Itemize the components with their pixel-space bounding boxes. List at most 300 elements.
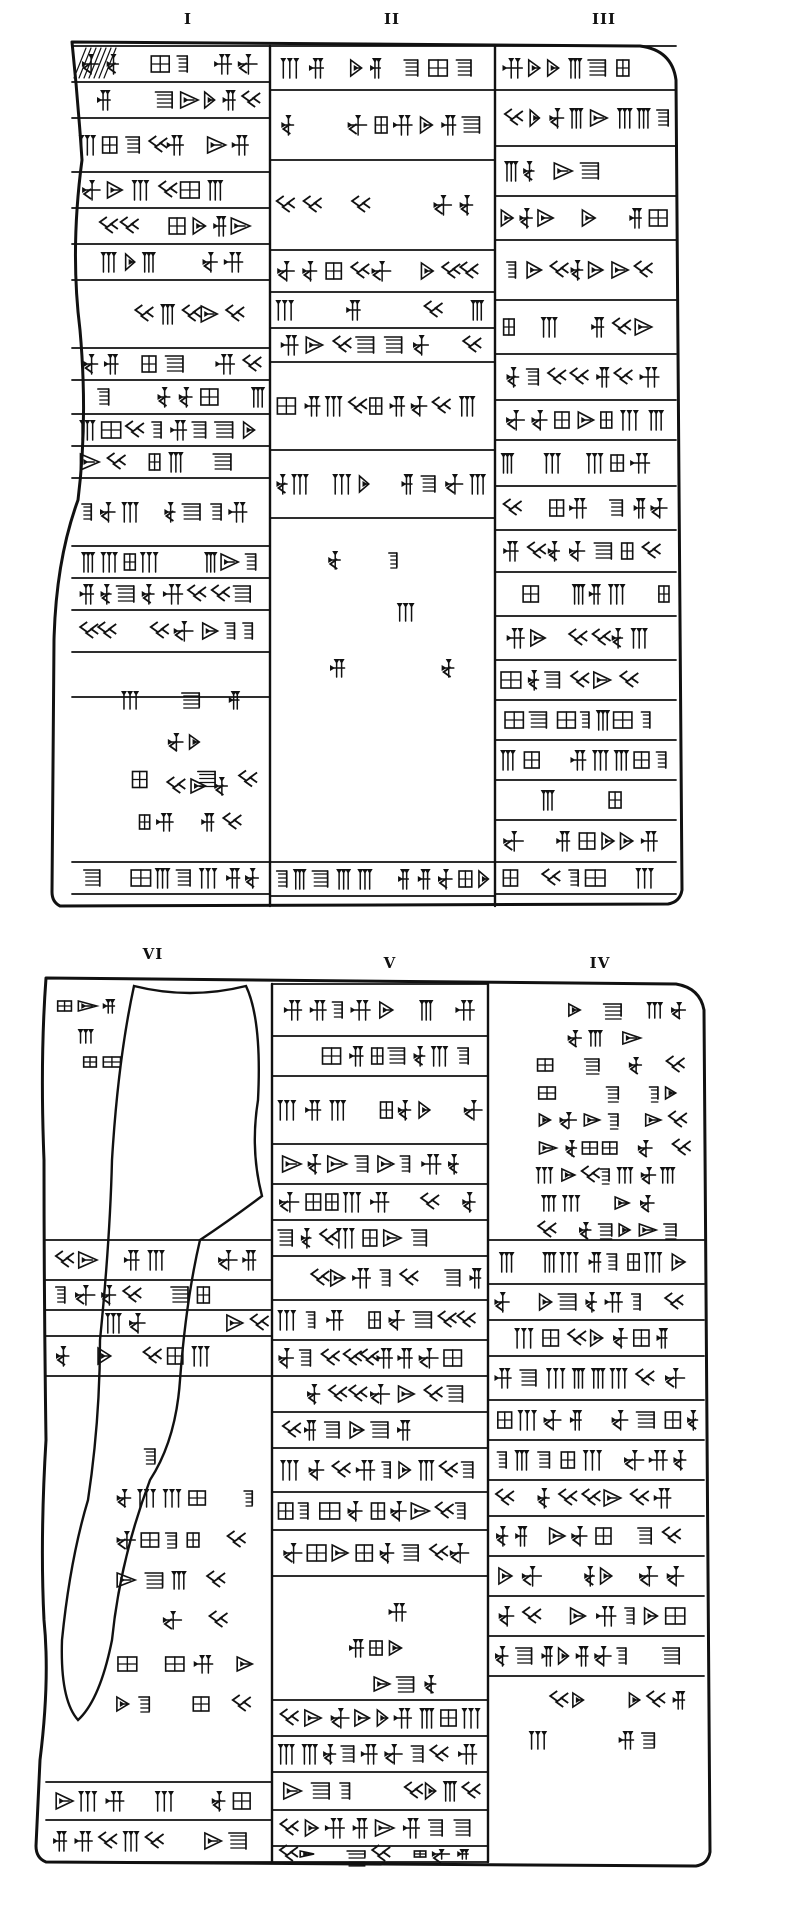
cuneiform-sign-609 xyxy=(619,1731,634,1749)
cuneiform-sign-49 xyxy=(179,387,192,407)
cuneiform-sign-463 xyxy=(613,1328,627,1348)
cuneiform-sign-210 xyxy=(614,368,632,384)
cuneiform-sign-153 xyxy=(332,474,351,494)
cuneiform-sign-594 xyxy=(562,1195,581,1211)
cuneiform-sign-332 xyxy=(421,1193,439,1209)
cuneiform-sign-247 xyxy=(630,628,647,648)
cuneiform-sign-531 xyxy=(56,1287,65,1303)
cuneiform-sign-635 xyxy=(118,1657,137,1671)
cuneiform-sign-618 xyxy=(144,1449,154,1464)
cuneiform-sign-175 xyxy=(505,109,523,125)
cuneiform-sign-502 xyxy=(638,1528,651,1544)
cuneiform-sign-337 xyxy=(336,1228,355,1248)
cuneiform-sign-361 xyxy=(376,1348,392,1368)
cuneiform-sign-631 xyxy=(171,1571,187,1589)
cuneiform-sign-329 xyxy=(326,1194,338,1210)
cuneiform-sign-224 xyxy=(504,499,522,515)
cuneiform-sign-626 xyxy=(166,1533,177,1548)
cuneiform-sign-227 xyxy=(610,500,623,516)
cuneiform-sign-608 xyxy=(529,1731,548,1749)
cuneiform-sign-198 xyxy=(612,262,628,278)
cuneiform-sign-19 xyxy=(82,180,100,200)
cuneiform-sign-648 xyxy=(103,1057,120,1067)
cuneiform-sign-421 xyxy=(458,1744,477,1764)
cuneiform-sign-108 xyxy=(404,60,418,76)
cuneiform-sign-48 xyxy=(158,387,170,407)
cuneiform-sign-450 xyxy=(644,1252,663,1272)
cuneiform-sign-172 xyxy=(568,58,583,78)
cuneiform-sign-584 xyxy=(638,1140,652,1157)
cuneiform-sign-282 xyxy=(389,553,397,568)
cuneiform-sign-85 xyxy=(212,585,230,601)
cuneiform-sign-50 xyxy=(201,389,218,405)
cuneiform-sign-71 xyxy=(228,502,246,522)
cuneiform-sign-605 xyxy=(629,1693,639,1707)
cuneiform-sign-42 xyxy=(104,354,118,374)
cuneiform-sign-522 xyxy=(594,1646,611,1666)
cuneiform-sign-269 xyxy=(609,792,621,808)
cuneiform-sign-615 xyxy=(374,1677,390,1691)
cuneiform-sign-267 xyxy=(656,752,665,768)
cuneiform-sign-445 xyxy=(542,1252,557,1272)
cuneiform-sign-483 xyxy=(514,1450,529,1470)
cuneiform-sign-623 xyxy=(244,1491,252,1506)
reverse-column-label-6: VI xyxy=(142,945,164,963)
cuneiform-sign-581 xyxy=(566,1140,577,1157)
cuneiform-sign-169 xyxy=(503,58,523,78)
cuneiform-sign-405 xyxy=(305,1710,321,1726)
cuneiform-sign-348 xyxy=(277,1310,296,1330)
cuneiform-sign-305 xyxy=(323,1048,341,1064)
cuneiform-sign-339 xyxy=(384,1230,401,1246)
cuneiform-sign-595 xyxy=(615,1197,629,1209)
cuneiform-sign-511 xyxy=(523,1607,541,1623)
cuneiform-sign-135 xyxy=(281,335,298,355)
cuneiform-sign-67 xyxy=(121,502,139,522)
cuneiform-sign-88 xyxy=(98,622,116,638)
cuneiform-sign-116 xyxy=(441,115,455,135)
cuneiform-sign-349 xyxy=(306,1312,314,1328)
cuneiform-sign-240 xyxy=(608,584,626,604)
cuneiform-sign-575 xyxy=(560,1112,577,1129)
cuneiform-sign-469 xyxy=(572,1368,586,1388)
cuneiform-sign-184 xyxy=(523,161,534,181)
cuneiform-sign-216 xyxy=(601,412,612,428)
cuneiform-sign-44 xyxy=(165,356,183,372)
cuneiform-sign-644 xyxy=(78,1001,96,1011)
cuneiform-sign-380 xyxy=(332,1461,350,1477)
cuneiform-sign-238 xyxy=(572,584,586,604)
cuneiform-sign-397 xyxy=(307,1545,326,1561)
cuneiform-sign-4 xyxy=(214,54,231,74)
cuneiform-sign-387 xyxy=(278,1503,292,1519)
cuneiform-sign-508 xyxy=(639,1566,657,1586)
cuneiform-sign-388 xyxy=(298,1503,308,1519)
cuneiform-sign-374 xyxy=(325,1422,339,1438)
cuneiform-sign-165 xyxy=(418,869,431,889)
cuneiform-sign-471 xyxy=(609,1368,627,1388)
cuneiform-sign-260 xyxy=(641,712,649,728)
cuneiform-sign-239 xyxy=(589,584,601,604)
cuneiform-sign-287 xyxy=(182,693,199,708)
cuneiform-sign-185 xyxy=(554,163,572,179)
cuneiform-sign-14 xyxy=(126,137,139,153)
cuneiform-sign-560 xyxy=(604,1004,622,1019)
cuneiform-sign-296 xyxy=(201,813,214,831)
cuneiform-sign-488 xyxy=(649,1450,667,1470)
cuneiform-sign-213 xyxy=(531,410,546,430)
cuneiform-sign-280 xyxy=(635,868,654,888)
cuneiform-sign-482 xyxy=(497,1452,506,1468)
cuneiform-sign-630 xyxy=(145,1573,163,1588)
cuneiform-sign-318 xyxy=(464,1100,482,1120)
obverse-column-label-1: I xyxy=(183,10,193,28)
cuneiform-sign-480 xyxy=(665,1412,680,1428)
cuneiform-sign-163 xyxy=(357,869,372,889)
cuneiform-sign-453 xyxy=(540,1294,552,1310)
cuneiform-sign-491 xyxy=(538,1488,550,1508)
cuneiform-sign-434 xyxy=(403,1818,419,1838)
cuneiform-sign-331 xyxy=(370,1192,389,1212)
cuneiform-sign-375 xyxy=(350,1422,364,1438)
cuneiform-sign-435 xyxy=(429,1820,442,1836)
cuneiform-sign-25 xyxy=(100,217,118,233)
cuneiform-sign-253 xyxy=(620,671,638,687)
cuneiform-sign-401 xyxy=(402,1545,418,1561)
cuneiform-sign-200 xyxy=(504,319,515,335)
cuneiform-sign-580 xyxy=(539,1142,556,1154)
cuneiform-sign-149 xyxy=(433,397,451,413)
cuneiform-sign-426 xyxy=(426,1783,436,1799)
cuneiform-sign-412 xyxy=(461,1708,480,1728)
cuneiform-sign-368 xyxy=(370,1384,389,1404)
cuneiform-sign-323 xyxy=(378,1156,394,1172)
cuneiform-sign-476 xyxy=(544,1410,561,1430)
cuneiform-sign-83 xyxy=(163,584,183,604)
cuneiform-sign-91 xyxy=(203,623,218,639)
cuneiform-sign-541 xyxy=(56,1346,69,1366)
cuneiform-sign-467 xyxy=(520,1370,536,1386)
cuneiform-sign-178 xyxy=(569,108,584,128)
cuneiform-sign-647 xyxy=(84,1057,97,1067)
cuneiform-sign-34 xyxy=(203,252,218,272)
cuneiform-sign-548 xyxy=(106,1791,124,1811)
cuneiform-sign-148 xyxy=(411,396,427,416)
cuneiform-sign-551 xyxy=(233,1793,250,1809)
cuneiform-sign-16 xyxy=(167,135,184,155)
cuneiform-sign-115 xyxy=(421,117,433,133)
cuneiform-sign-526 xyxy=(79,1252,97,1268)
cuneiform-sign-243 xyxy=(531,630,545,646)
cuneiform-sign-556 xyxy=(146,1832,164,1848)
cuneiform-sign-579 xyxy=(669,1111,687,1127)
cuneiform-sign-641 xyxy=(193,1697,209,1711)
cuneiform-sign-277 xyxy=(542,869,560,885)
cuneiform-sign-86 xyxy=(233,586,250,602)
cuneiform-sign-394 xyxy=(436,1502,454,1518)
cuneiform-sign-311 xyxy=(458,1048,468,1064)
cuneiform-sign-250 xyxy=(545,672,560,688)
cuneiform-sign-255 xyxy=(529,712,546,728)
cuneiform-sign-90 xyxy=(174,621,193,641)
cuneiform-sign-490 xyxy=(496,1489,514,1505)
cuneiform-sign-504 xyxy=(499,1568,512,1584)
cuneiform-sign-121 xyxy=(434,195,452,215)
cuneiform-sign-420 xyxy=(430,1745,448,1761)
cuneiform-sign-613 xyxy=(370,1641,382,1655)
cuneiform-sign-258 xyxy=(596,710,611,730)
cuneiform-sign-286 xyxy=(121,691,139,709)
cuneiform-sign-37 xyxy=(160,304,175,324)
cuneiform-sign-241 xyxy=(659,586,669,602)
cuneiform-sign-496 xyxy=(654,1488,671,1508)
cuneiform-sign-63 xyxy=(168,452,184,472)
cuneiform-sign-384 xyxy=(418,1460,435,1480)
cuneiform-sign-225 xyxy=(550,500,564,516)
cuneiform-sign-139 xyxy=(385,337,402,353)
cuneiform-sign-545 xyxy=(191,1346,210,1366)
cuneiform-sign-52 xyxy=(79,420,96,440)
cuneiform-sign-589 xyxy=(600,1169,609,1184)
cuneiform-sign-523 xyxy=(617,1648,626,1664)
cuneiform-sign-264 xyxy=(592,750,609,770)
cuneiform-sign-167 xyxy=(459,871,472,887)
cuneiform-sign-592 xyxy=(660,1167,676,1183)
cuneiform-sign-134 xyxy=(470,300,484,320)
cuneiform-sign-272 xyxy=(579,833,594,849)
cuneiform-sign-514 xyxy=(625,1608,634,1624)
cuneiform-sign-377 xyxy=(397,1420,410,1440)
cuneiform-sign-446 xyxy=(559,1252,579,1272)
cuneiform-sign-261 xyxy=(500,750,516,770)
cuneiform-sign-309 xyxy=(414,1046,425,1066)
cuneiform-sign-89 xyxy=(151,622,169,638)
cuneiform-sign-455 xyxy=(585,1292,596,1312)
cuneiform-sign-94 xyxy=(133,772,147,788)
cuneiform-sign-425 xyxy=(405,1782,423,1798)
cuneiform-sign-223 xyxy=(630,453,649,473)
cuneiform-sign-636 xyxy=(166,1657,184,1671)
cuneiform-sign-475 xyxy=(517,1410,537,1430)
cuneiform-sign-466 xyxy=(494,1368,511,1388)
cuneiform-sign-222 xyxy=(611,455,623,471)
cuneiform-sign-321 xyxy=(328,1156,347,1172)
cuneiform-sign-448 xyxy=(607,1254,617,1270)
cuneiform-sign-360 xyxy=(361,1349,379,1365)
cuneiform-sign-124 xyxy=(302,261,316,281)
cuneiform-sign-396 xyxy=(283,1543,302,1563)
cuneiform-sign-262 xyxy=(524,752,539,768)
cuneiform-sign-244 xyxy=(569,629,587,645)
cuneiform-sign-143 xyxy=(305,396,320,416)
cuneiform-sign-12 xyxy=(79,135,97,155)
cuneiform-sign-105 xyxy=(309,58,323,78)
cuneiform-sign-266 xyxy=(634,752,649,768)
cuneiform-sign-193 xyxy=(507,262,516,278)
cuneiform-sign-300 xyxy=(332,1002,342,1018)
cuneiform-sign-304 xyxy=(455,1000,474,1020)
cuneiform-sign-268 xyxy=(541,790,555,810)
cuneiform-sign-54 xyxy=(126,421,144,437)
cuneiform-sign-118 xyxy=(277,196,295,212)
cuneiform-sign-479 xyxy=(636,1412,654,1428)
cuneiform-sign-637 xyxy=(194,1655,213,1673)
cuneiform-sign-317 xyxy=(419,1102,430,1118)
cuneiform-sign-422 xyxy=(284,1783,302,1799)
cuneiform-sign-354 xyxy=(438,1311,456,1327)
cuneiform-sign-179 xyxy=(591,110,608,126)
cuneiform-sign-158 xyxy=(469,474,486,494)
cuneiform-sign-87 xyxy=(80,622,98,638)
cuneiform-sign-558 xyxy=(229,1833,246,1849)
cuneiform-sign-493 xyxy=(582,1489,600,1505)
cuneiform-sign-259 xyxy=(614,712,632,728)
cuneiform-sign-404 xyxy=(280,1709,298,1725)
cuneiform-sign-76 xyxy=(204,552,218,572)
cuneiform-sign-276 xyxy=(503,870,517,886)
cuneiform-sign-520 xyxy=(559,1648,569,1664)
cuneiform-sign-534 xyxy=(123,1286,141,1302)
cuneiform-sign-194 xyxy=(527,262,541,278)
cuneiform-sign-93 xyxy=(243,623,252,639)
cuneiform-sign-187 xyxy=(501,210,513,226)
cuneiform-sign-157 xyxy=(445,474,462,494)
cuneiform-sign-230 xyxy=(503,541,518,561)
cuneiform-sign-190 xyxy=(582,210,595,226)
cuneiform-sign-78 xyxy=(245,554,255,570)
cuneiform-sign-419 xyxy=(411,1746,423,1762)
cuneiform-sign-628 xyxy=(228,1531,246,1547)
cuneiform-sign-537 xyxy=(105,1313,122,1333)
cuneiform-sign-75 xyxy=(140,552,159,572)
cuneiform-sign-120 xyxy=(352,196,370,212)
cuneiform-sign-81 xyxy=(116,586,133,602)
cuneiform-sign-127 xyxy=(372,261,391,281)
cuneiform-sign-212 xyxy=(506,410,524,430)
cuneiform-sign-432 xyxy=(353,1818,368,1838)
cuneiform-sign-7 xyxy=(155,92,172,108)
cuneiform-sign-370 xyxy=(424,1385,442,1401)
cuneiform-sign-557 xyxy=(205,1833,222,1849)
cuneiform-sign-142 xyxy=(277,398,295,414)
cuneiform-sign-414 xyxy=(301,1744,318,1764)
cuneiform-sign-334 xyxy=(278,1230,292,1246)
cuneiform-sign-24 xyxy=(207,180,223,200)
obverse-column-label-3: III xyxy=(591,10,617,28)
cuneiform-sign-263 xyxy=(570,750,585,770)
cuneiform-sign-406 xyxy=(331,1708,349,1728)
cuneiform-sign-237 xyxy=(523,586,538,602)
cuneiform-sign-173 xyxy=(588,60,605,76)
cuneiform-sign-107 xyxy=(370,58,382,78)
cuneiform-sign-603 xyxy=(550,1691,568,1707)
cuneiform-sign-596 xyxy=(640,1195,654,1212)
cuneiform-sign-640 xyxy=(139,1697,149,1712)
cuneiform-sign-356 xyxy=(278,1348,293,1368)
cuneiform-sign-17 xyxy=(208,137,226,153)
cuneiform-sign-547 xyxy=(78,1791,97,1811)
cuneiform-sign-510 xyxy=(499,1606,514,1626)
cuneiform-sign-639 xyxy=(117,1697,129,1711)
cuneiform-sign-181 xyxy=(636,108,651,128)
cuneiform-sign-598 xyxy=(579,1222,591,1239)
cuneiform-sign-564 xyxy=(588,1030,603,1046)
cuneiform-sign-203 xyxy=(613,318,631,334)
cuneiform-sign-97 xyxy=(84,870,100,886)
cuneiform-sign-275 xyxy=(641,831,657,851)
cuneiform-sign-6 xyxy=(97,90,111,110)
cuneiform-sign-563 xyxy=(568,1030,582,1047)
cuneiform-sign-242 xyxy=(507,628,525,648)
cuneiform-sign-501 xyxy=(596,1528,611,1544)
cuneiform-sign-58 xyxy=(215,422,233,438)
cuneiform-sign-27 xyxy=(169,218,185,234)
cuneiform-sign-43 xyxy=(142,356,156,372)
cuneiform-sign-290 xyxy=(190,735,200,749)
cuneiform-sign-527 xyxy=(124,1250,139,1270)
cuneiform-sign-457 xyxy=(632,1294,640,1310)
cuneiform-sign-633 xyxy=(163,1611,182,1629)
cuneiform-sign-507 xyxy=(601,1568,612,1584)
cuneiform-sign-82 xyxy=(142,584,154,604)
cuneiform-sign-64 xyxy=(213,454,231,470)
cuneiform-sign-308 xyxy=(388,1048,404,1064)
cuneiform-sign-313 xyxy=(305,1100,320,1120)
cuneiform-sign-530 xyxy=(242,1250,256,1270)
cuneiform-sign-576 xyxy=(584,1114,599,1126)
cuneiform-sign-346 xyxy=(445,1270,460,1286)
cuneiform-sign-65 xyxy=(82,504,91,520)
cuneiform-sign-102 xyxy=(226,868,240,888)
cuneiform-sign-11 xyxy=(242,91,260,107)
cuneiform-sign-494 xyxy=(604,1490,621,1506)
cuneiform-sign-74 xyxy=(124,554,135,570)
cuneiform-sign-562 xyxy=(671,1002,685,1019)
cuneiform-sign-307 xyxy=(372,1048,383,1064)
cuneiform-sign-418 xyxy=(384,1744,402,1764)
cuneiform-sign-59 xyxy=(244,422,255,438)
cuneiform-sign-13 xyxy=(103,137,117,153)
cuneiform-sign-196 xyxy=(571,260,583,280)
cuneiform-sign-150 xyxy=(459,396,476,416)
cuneiform-sign-235 xyxy=(622,543,633,559)
cuneiform-sign-622 xyxy=(189,1491,205,1505)
cuneiform-sign-549 xyxy=(155,1791,174,1811)
cuneiform-sign-535 xyxy=(171,1287,188,1303)
cuneiform-sign-351 xyxy=(369,1312,380,1328)
cuneiform-sign-528 xyxy=(147,1250,165,1270)
cuneiform-sign-299 xyxy=(310,1000,326,1020)
cuneiform-sign-521 xyxy=(576,1646,589,1666)
cuneiform-sign-470 xyxy=(591,1368,606,1388)
cuneiform-sign-424 xyxy=(340,1783,350,1799)
cuneiform-sign-333 xyxy=(462,1192,475,1212)
cuneiform-sign-485 xyxy=(561,1452,574,1468)
cuneiform-sign-429 xyxy=(280,1819,298,1835)
cuneiform-sign-38 xyxy=(183,305,201,321)
cuneiform-sign-372 xyxy=(283,1421,301,1437)
cuneiform-sign-539 xyxy=(227,1315,243,1331)
cuneiform-sign-98 xyxy=(131,870,150,886)
cuneiform-sign-292 xyxy=(191,779,206,793)
cuneiform-sign-119 xyxy=(304,196,322,212)
cuneiform-sign-591 xyxy=(641,1167,656,1184)
cuneiform-sign-344 xyxy=(380,1270,390,1286)
cuneiform-sign-487 xyxy=(624,1450,644,1470)
cuneiform-sign-610 xyxy=(642,1733,655,1748)
cuneiform-sign-582 xyxy=(582,1142,597,1154)
cuneiform-sign-36 xyxy=(135,305,153,321)
